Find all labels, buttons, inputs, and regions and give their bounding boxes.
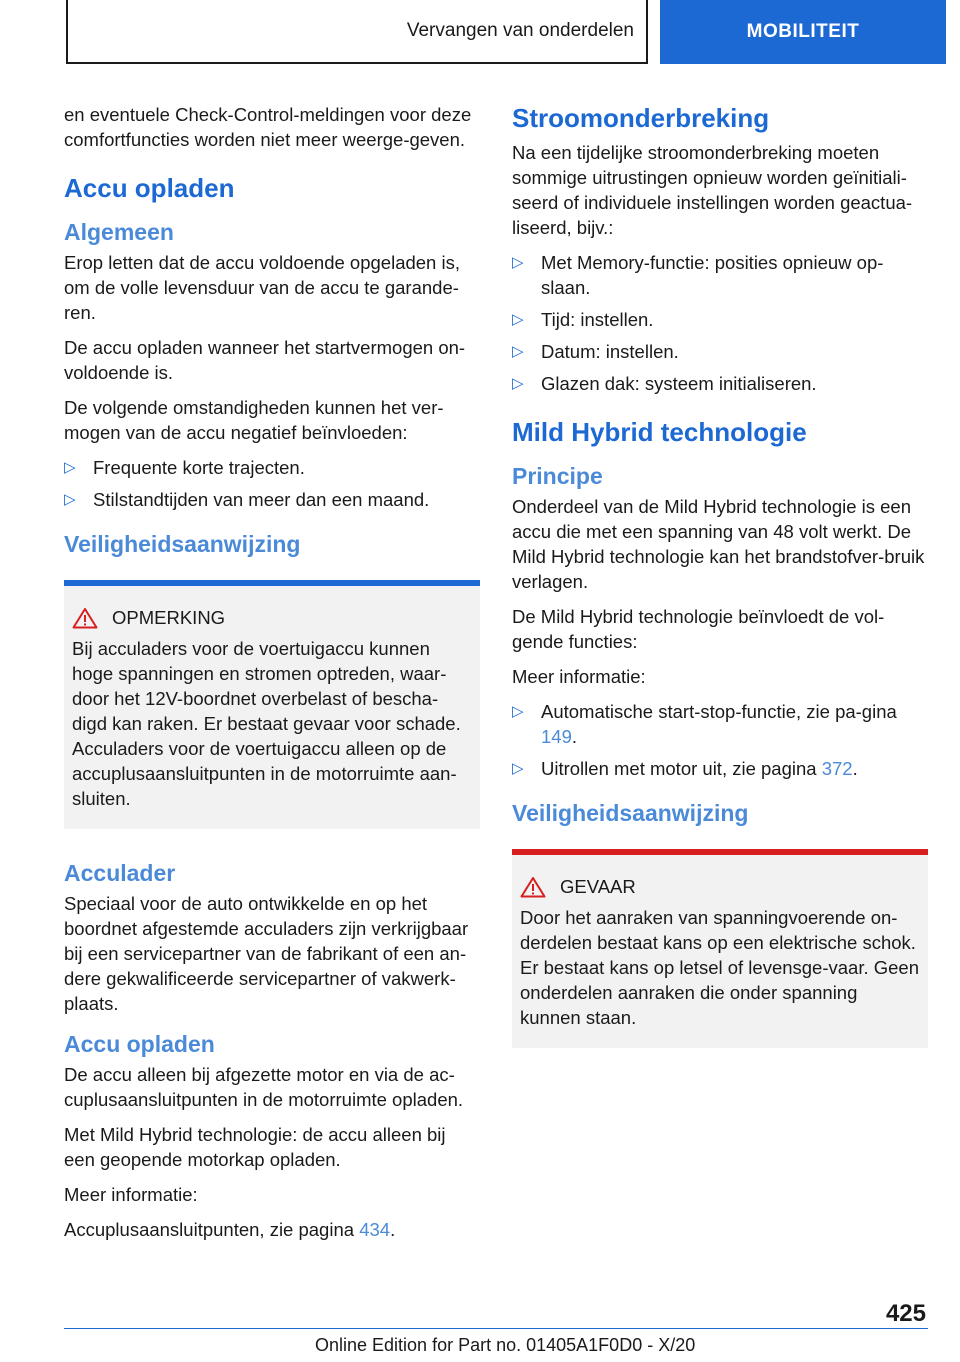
heading-accu-opladen: Accu opladen	[64, 173, 235, 203]
bullet-list-omstandigheden	[64, 455, 480, 512]
heading-algemeen: Algemeen	[64, 219, 174, 245]
danger-title: GEVAAR	[560, 876, 636, 897]
triangle-bullet-icon: ▷	[512, 254, 524, 271]
section-title-text: Vervangen van onderdelen	[406, 20, 634, 41]
page-link-372[interactable]: 372	[821, 758, 853, 779]
heading-stroomonderbreking: Stroomonderbreking	[512, 103, 770, 133]
heading-accu-opladen-sub: Accu opladen	[64, 1031, 215, 1057]
heading-acculader: Acculader	[64, 860, 176, 886]
list-item	[512, 307, 928, 332]
danger-box	[512, 849, 928, 1048]
list-item-text: Glazen dak: systeem initialiseren.	[541, 373, 817, 394]
triangle-bullet-icon: ▷	[512, 343, 524, 360]
paragraph-functies: De Mild Hybrid technologie beïnvloedt de vol-gende functies:	[512, 606, 885, 652]
list-item-text: Tijd: instellen.	[541, 309, 654, 330]
notice-title: OPMERKING	[112, 607, 226, 628]
page-number: 425	[885, 1300, 926, 1327]
paragraph-afgezette-motor: De accu alleen bij afgezette motor en via de ac-cuplusaansluitpunten in de motorruimte opladen.	[64, 1064, 464, 1110]
right-column	[512, 102, 928, 1078]
paragraph-meer-informatie: Meer informatie:	[64, 1184, 198, 1205]
bullet-list-references	[512, 699, 928, 781]
heading-veiligheid: Veiligheidsaanwijzing	[512, 800, 749, 826]
paragraph-startvermogen: De accu opladen wanneer het startvermogen on-voldoende is.	[64, 337, 466, 383]
triangle-bullet-icon: ▷	[64, 491, 76, 508]
header-chapter-tab[interactable]	[660, 0, 946, 64]
notice-text: Bij acculaders voor de voertuigaccu kunnen hoge spanningen en stromen optreden, waar-door het 12V-boordnet overbelast of bescha-digd kan raken. Er bestaat gevaar voor schade. Acculaders voor de voertuigaccu alleen op de accuplusaansluitpunten in de motorruimte aan-sluiten.	[72, 638, 461, 809]
chapter-title-text: MOBILITEIT	[746, 21, 860, 42]
list-item-text: Stilstandtijden van meer dan een maand.	[93, 489, 430, 510]
danger-text: Door het aanraken van spanningvoerende on-derdelen bestaat kans op een elektrische schok. Er bestaat kans op letsel of levensge-vaar. Geen onderdelen aanraken die onder spanning kunnen staan.	[520, 907, 920, 1028]
left-column	[64, 102, 480, 1252]
page-link-149[interactable]: 149	[541, 726, 572, 747]
paragraph-mild-hybrid: Met Mild Hybrid technologie: de accu alleen bij een geopende motorkap opladen.	[64, 1124, 446, 1170]
warning-triangle-icon	[72, 607, 98, 629]
triangle-bullet-icon: ▷	[512, 703, 524, 720]
list-item	[512, 339, 928, 364]
list-item: ▷ Automatische start-stop-functie, zie pa-gina 149.	[512, 701, 897, 747]
list-item	[64, 487, 480, 512]
warning-triangle-icon	[520, 876, 546, 898]
triangle-bullet-icon: ▷	[512, 760, 524, 777]
paragraph-principe: Onderdeel van de Mild Hybrid technologie is een accu die met een spanning van 48 volt werkt. De Mild Hybrid technologie kan het brandstofver-bruik verlagen.	[512, 496, 925, 592]
paragraph-omstandigheden: De volgende omstandigheden kunnen het ver-mogen van de accu negatief beïnvloeden:	[64, 397, 444, 443]
heading-veiligheid: Veiligheidsaanwijzing	[64, 531, 301, 557]
list-item-text: Datum: instellen.	[541, 341, 679, 362]
paragraph-levensduur: Erop letten dat de accu voldoende opgeladen is, om de volle levensduur van de accu te garande-ren.	[64, 252, 460, 323]
paragraph-stroomonderbreking: Na een tijdelijke stroomonderbreking moeten sommige uitrustingen opnieuw worden geïnitiali-seerd of individuele instellingen worden geactua-liseerd, bijv.:	[512, 142, 913, 238]
list-item-text: Frequente korte trajecten.	[93, 457, 305, 478]
triangle-bullet-icon: ▷	[64, 459, 76, 476]
triangle-bullet-icon: ▷	[512, 375, 524, 392]
paragraph-meer-informatie: Meer informatie:	[512, 666, 646, 687]
intro-paragraph: en eventuele Check-Control-meldingen voor deze comfortfuncties worden niet meer weerge-geven.	[64, 104, 472, 150]
list-item	[512, 250, 928, 300]
triangle-bullet-icon: ▷	[512, 311, 524, 328]
page-link-434[interactable]: 434	[359, 1219, 391, 1240]
list-item: ▷ Uitrollen met motor uit, zie pagina 372.	[512, 758, 858, 779]
paragraph-accuplus-ref: Accuplusaansluitpunten, zie pagina 434.	[64, 1219, 396, 1240]
list-item	[64, 455, 480, 480]
heading-principe: Principe	[512, 463, 603, 489]
heading-mild-hybrid: Mild Hybrid technologie	[512, 417, 807, 447]
list-item	[512, 371, 928, 396]
bullet-list-stroom	[512, 250, 928, 396]
notice-box	[64, 580, 480, 829]
footer-edition: Online Edition for Part no. 01405A1F0D0 - X/20	[315, 1335, 696, 1355]
header-section-title	[66, 0, 648, 64]
footer-divider	[64, 1328, 928, 1329]
list-item-text: Met Memory-functie: posities opnieuw op-slaan.	[541, 252, 884, 298]
paragraph-acculader: Speciaal voor de auto ontwikkelde en op het boordnet afgestemde acculaders zijn verkrijgbaar bij een servicepartner van de fabrikant of een an-dere gekwalificeerde servicepartner of vakwerk-plaats.	[64, 893, 469, 1014]
